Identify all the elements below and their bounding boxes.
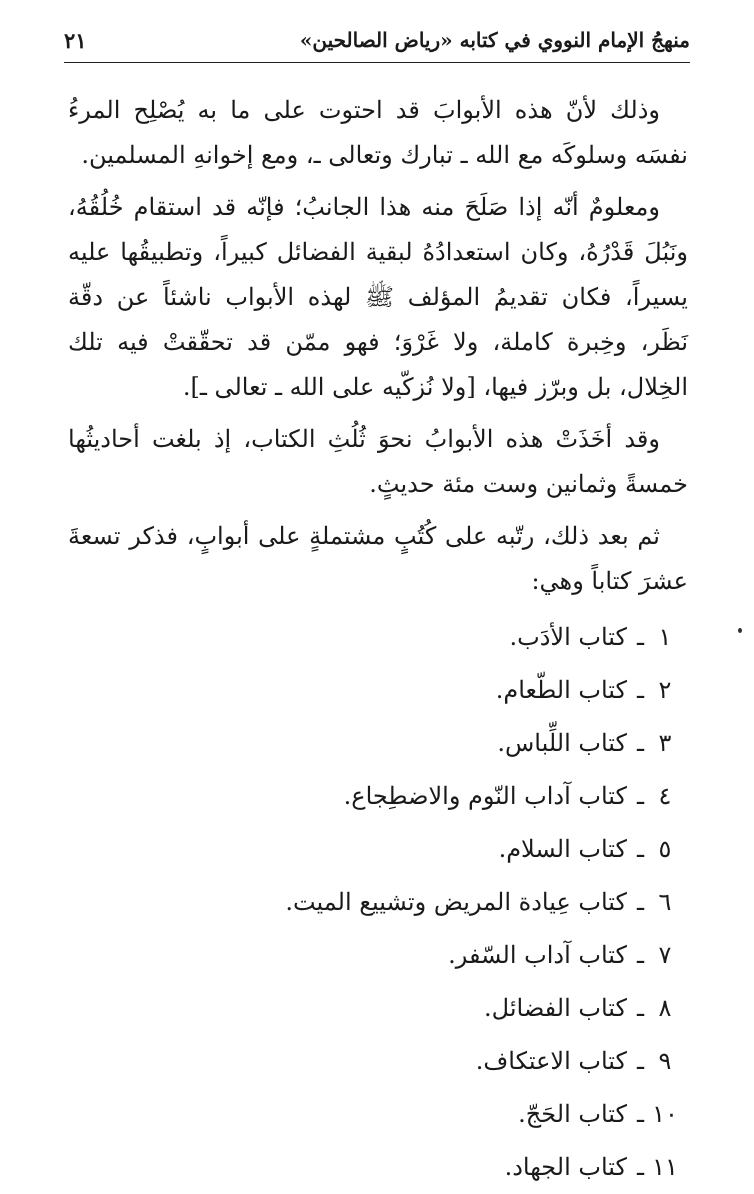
page-header	[64, 22, 690, 58]
list-item-number: ٩	[658, 1047, 672, 1075]
list-item	[68, 717, 688, 770]
header-divider	[64, 62, 690, 63]
list-item-number: ٤	[658, 782, 672, 810]
list-item-text: كتاب الاعتكاف.	[475, 1047, 627, 1075]
list-item-number: ٨	[658, 994, 672, 1022]
paragraph: وذلك لأنّ هذه الأبوابَ قد احتوت على ما به يُصْلِح المرءُ نفسَه وسلوكَه مع الله ـ تبارك وتعالى ـ، ومع إخوانهِ المسلمين.	[68, 96, 688, 169]
list-item-dash: ـ	[636, 888, 644, 916]
page-body	[68, 88, 688, 1194]
list-item	[68, 1035, 688, 1088]
list-item-text: كتاب الجهاد.	[504, 1153, 627, 1181]
list-item-text: كتاب آداب السّفر.	[448, 941, 627, 969]
list-item-dash: ـ	[636, 623, 644, 651]
running-title: منهجُ الإمام النووي في كتابه «رياض الصالحين»	[299, 28, 690, 52]
books-list	[68, 611, 688, 1194]
list-item-text: كتاب الأدَب.	[509, 623, 627, 651]
list-item	[68, 823, 688, 876]
list-item-number: ٧	[658, 941, 672, 969]
list-item-number: ١١	[652, 1153, 678, 1181]
list-item-dash: ـ	[636, 1100, 644, 1128]
paragraph: ثم بعد ذلك، رتّبه على كُتُبٍ مشتملةٍ على أبوابٍ، فذكر تسعةَ عشرَ كتاباً وهي:	[68, 522, 688, 595]
list-item-dash: ـ	[636, 676, 644, 704]
list-item	[68, 1088, 688, 1141]
list-item-text: كتاب الطّعام.	[495, 676, 627, 704]
list-item-dash: ـ	[636, 994, 644, 1022]
list-item-text: كتاب الفضائل.	[484, 994, 627, 1022]
list-item	[68, 929, 688, 982]
page-number: ٢١	[64, 27, 87, 53]
margin-speck	[738, 628, 742, 633]
list-item	[68, 770, 688, 823]
list-item-text: كتاب آداب النّوم والاضطِجاع.	[343, 782, 627, 810]
list-item	[68, 1141, 688, 1194]
list-item-dash: ـ	[636, 782, 644, 810]
list-item-dash: ـ	[636, 835, 644, 863]
paragraph: ومعلومٌ أنّه إذا صَلَحَ منه هذا الجانبُ؛ فإنّه قد استقام خُلُقُهُ، ونَبُلَ قَدْرُهُ، وكان استعدادُهُ لبقية الفضائل كبيراً، وتطبيقُها عليه يسيراً، فكان تقديمُ المؤلف ﷺ لهذه الأبواب ناشئاً عن دقّة نَظَر، وخِبرة كاملة، ولا غَرْوَ؛ فهو ممّن قد تحقّقتْ فيه تلك الخِلال، بل وبرّز فيها، [ولا نُزكّيه على الله ـ تعالى ـ].	[68, 193, 688, 401]
list-item-text: كتاب عِيادة المريض وتشييع الميت.	[285, 888, 627, 916]
list-item	[68, 664, 688, 717]
list-item-text: كتاب السلام.	[498, 835, 627, 863]
list-item-number: ٢	[658, 676, 672, 704]
list-item-dash: ـ	[636, 729, 644, 757]
list-item	[68, 611, 688, 664]
paragraph: وقد أخَذَتْ هذه الأبوابُ نحوَ ثُلُثِ الكتاب، إذ بلغت أحاديثُها خمسةً وثمانين وست مئة حديثٍ.	[68, 425, 688, 498]
list-item-dash: ـ	[636, 1047, 644, 1075]
list-item	[68, 982, 688, 1035]
list-item-dash: ـ	[636, 1153, 644, 1181]
list-item-number: ٥	[658, 835, 672, 863]
list-item-text: كتاب الحَجّ.	[518, 1100, 627, 1128]
list-item-number: ٣	[658, 729, 672, 757]
list-item-dash: ـ	[636, 941, 644, 969]
list-item-number: ١٠	[652, 1100, 678, 1128]
list-item-number: ٦	[658, 888, 672, 916]
list-item	[68, 876, 688, 929]
list-item-text: كتاب اللِّباس.	[497, 729, 627, 757]
list-item-number: ١	[658, 623, 672, 651]
